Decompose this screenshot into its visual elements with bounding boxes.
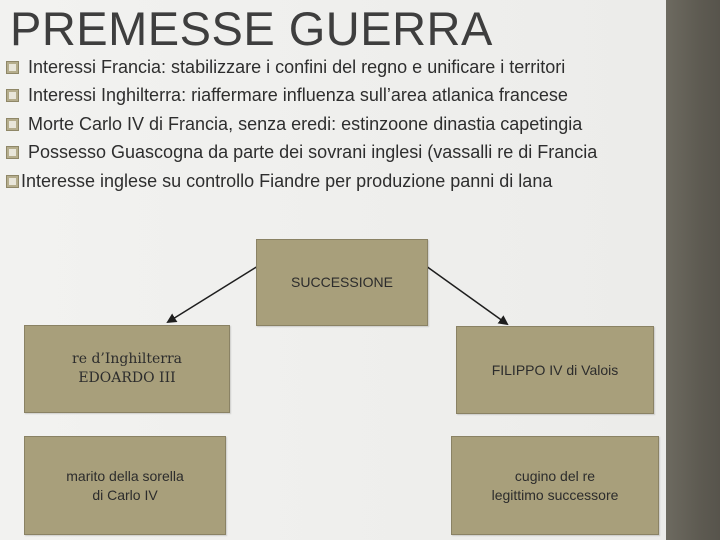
bullet-item bbox=[6, 139, 666, 168]
checkbox-square-icon bbox=[6, 146, 19, 159]
succession-label: SUCCESSIONE bbox=[291, 274, 393, 290]
bullet-item bbox=[6, 82, 666, 111]
bullet-text: Interessi Inghilterra: riaffermare influenza sull’area atlanica francese bbox=[28, 85, 568, 106]
sister-husband-box bbox=[24, 436, 226, 535]
right-accent-bar bbox=[666, 0, 720, 540]
bullet-item bbox=[6, 110, 666, 139]
cousin-successor-box bbox=[451, 436, 659, 535]
succession-box bbox=[256, 239, 428, 326]
bullet-list bbox=[6, 53, 666, 196]
bullet-text: Morte Carlo IV di Francia, senza eredi: estinzoone dinastia capetingia bbox=[28, 113, 583, 134]
bullet-item bbox=[6, 167, 666, 196]
edward-iii-box bbox=[24, 325, 230, 413]
checkbox-square-icon bbox=[6, 175, 19, 188]
bullet-item bbox=[6, 53, 666, 82]
edward-iii-label: re d’Inghilterra EDOARDO III bbox=[72, 351, 182, 386]
philip-valois-box bbox=[456, 326, 654, 414]
bullet-text: Interessi Francia: stabilizzare i confini del regno e unificare i territori bbox=[28, 56, 566, 77]
philip-valois-label: FILIPPO IV di Valois bbox=[491, 361, 619, 378]
sister-husband-label: marito della sorella di Carlo IV bbox=[66, 467, 184, 503]
checkbox-square-icon bbox=[6, 89, 19, 102]
bullet-text: Possesso Guascogna da parte dei sovrani inglesi (vassalli re di Francia bbox=[28, 142, 598, 163]
cousin-successor-label: cugino del re legittimo successore bbox=[491, 467, 619, 503]
checkbox-square-icon bbox=[6, 118, 19, 131]
bullet-text: Interesse inglese su controllo Fiandre per produzione panni di lana bbox=[21, 170, 553, 191]
checkbox-square-icon bbox=[6, 61, 19, 74]
slide-title: PREMESSE GUERRA bbox=[10, 2, 493, 55]
